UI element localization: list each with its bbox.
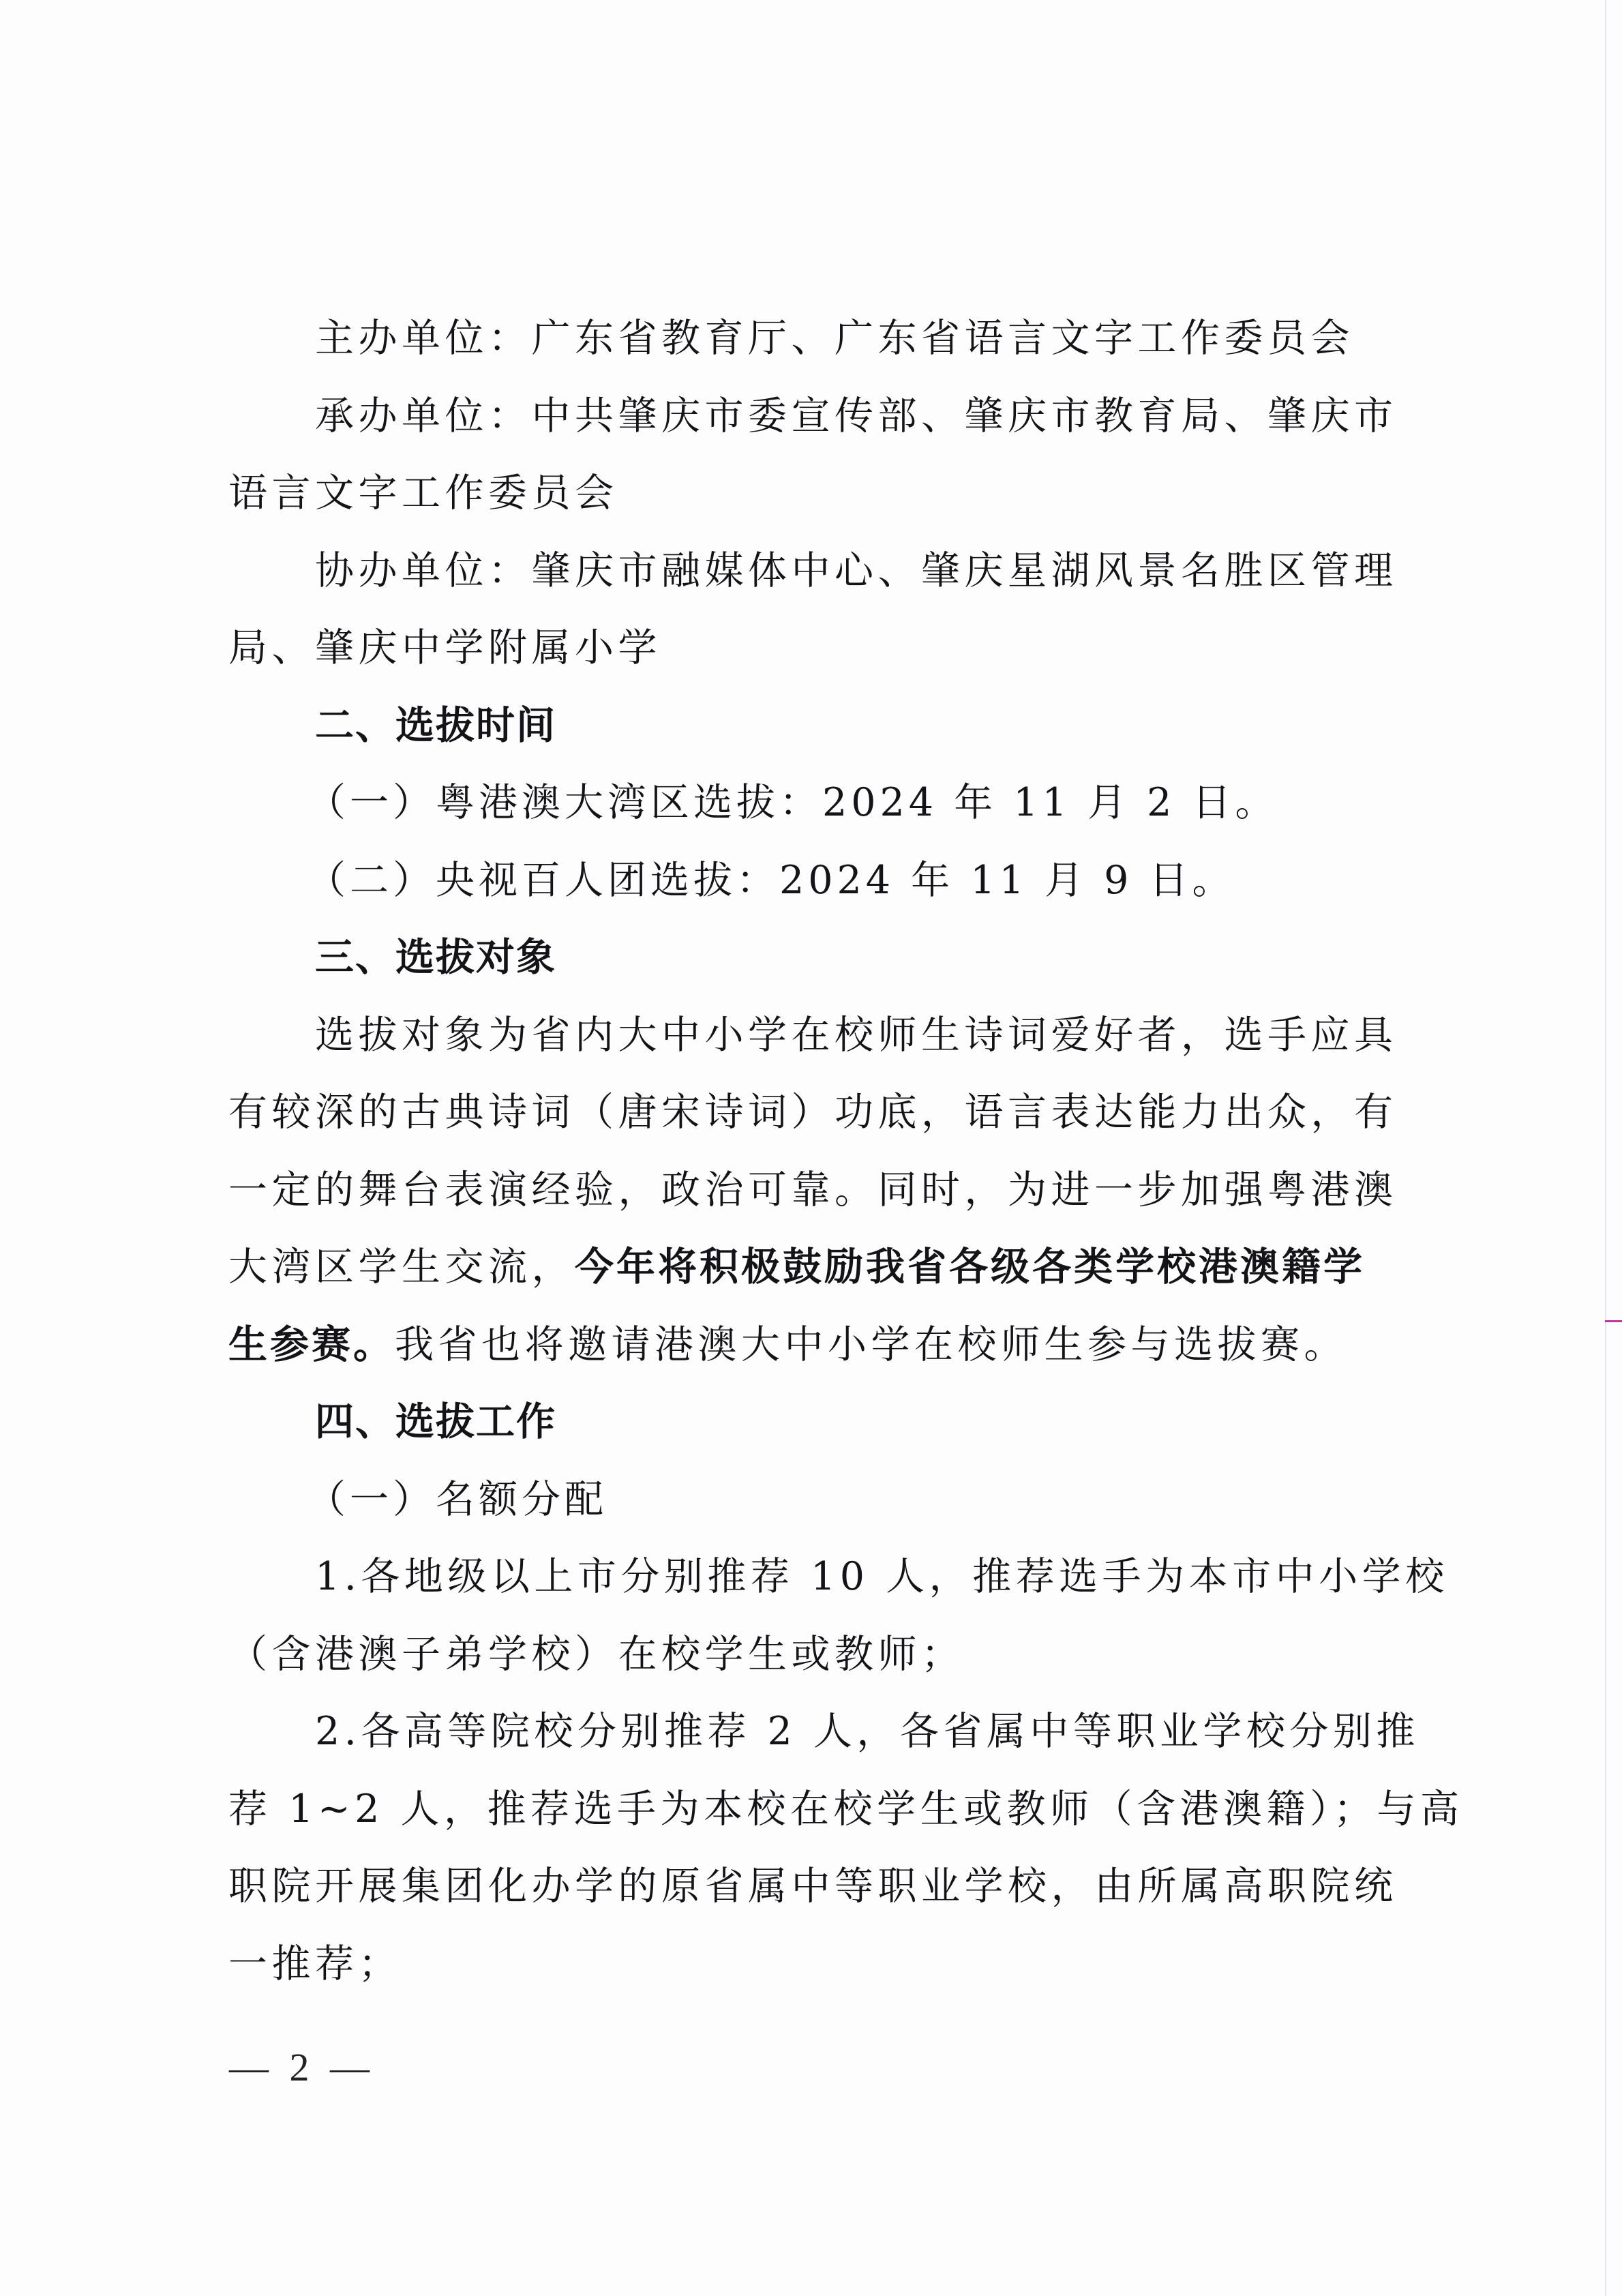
selection-target-line-4 <box>228 1229 1407 1307</box>
selection-target-line-5-normal: 我省也将邀请港澳大中小学在校师生参与选拔赛。 <box>395 1322 1347 1367</box>
quota-item-2-line-3: 职院开展集团化办学的原省属中等职业学校，由所属高职院统 <box>228 1864 1398 1909</box>
quota-item-1-line-1: 1.各地级以上市分别推荐 10 人，推荐选手为本市中小学校 <box>315 1554 1449 1599</box>
undertaker-line-2: 语言文字工作委员会 <box>228 471 618 516</box>
encouragement-emphasis-end: 生参赛。 <box>228 1322 395 1367</box>
binding-mark <box>1605 1320 1622 1322</box>
selection-time-item-1: （一）粤港澳大湾区选拔：2024 年 11 月 2 日。 <box>307 780 1278 825</box>
selection-target-line-3: 一定的舞台表演经验，政治可靠。同时，为进一步加强粤港澳 <box>228 1167 1398 1212</box>
quota-item-2-line-2: 荐 1~2 人，推荐选手为本校在校学生或教师（含港澳籍）；与高 <box>228 1786 1464 1832</box>
co-organizer-line-2: 局、肇庆中学附属小学 <box>228 625 661 670</box>
section-heading-selection-work: 四、选拔工作 <box>315 1399 556 1444</box>
page-edge-line <box>1605 0 1606 2296</box>
co-organizer-line-1: 协办单位：肇庆市融媒体中心、肇庆星湖风景名胜区管理 <box>315 548 1398 593</box>
page-number: — 2 — <box>229 2045 375 2089</box>
selection-target-line-4-normal: 大湾区学生交流， <box>228 1244 575 1289</box>
quota-item-2-line-4: 一推荐； <box>228 1941 402 1986</box>
selection-target-line-1: 选拔对象为省内大中小学在校师生诗词爱好者，选手应具 <box>315 1012 1398 1058</box>
quota-item-1-line-2: （含港澳子弟学校）在校学生或教师； <box>228 1631 965 1677</box>
selection-time-item-2: （二）央视百人团选拔：2024 年 11 月 9 日。 <box>307 857 1235 903</box>
quota-allocation-subheading: （一）名额分配 <box>307 1476 607 1522</box>
undertaker-line-1: 承办单位：中共肇庆市委宣传部、肇庆市教育局、肇庆市 <box>315 393 1398 438</box>
section-heading-selection-target: 三、选拔对象 <box>315 935 556 980</box>
selection-target-line-2: 有较深的古典诗词（唐宋诗词）功底，语言表达能力出众，有 <box>228 1090 1398 1135</box>
document-body <box>228 300 1464 2003</box>
host-organizer-line: 主办单位：广东省教育厅、广东省语言文字工作委员会 <box>315 316 1354 361</box>
selection-target-line-5 <box>228 1307 1407 1384</box>
quota-item-2-line-1: 2.各高等院校分别推荐 2 人，各省属中等职业学校分别推 <box>315 1709 1420 1754</box>
section-heading-selection-time: 二、选拔时间 <box>315 702 556 748</box>
encouragement-emphasis: 今年将积极鼓励我省各级各类学校港澳籍学 <box>575 1244 1365 1289</box>
